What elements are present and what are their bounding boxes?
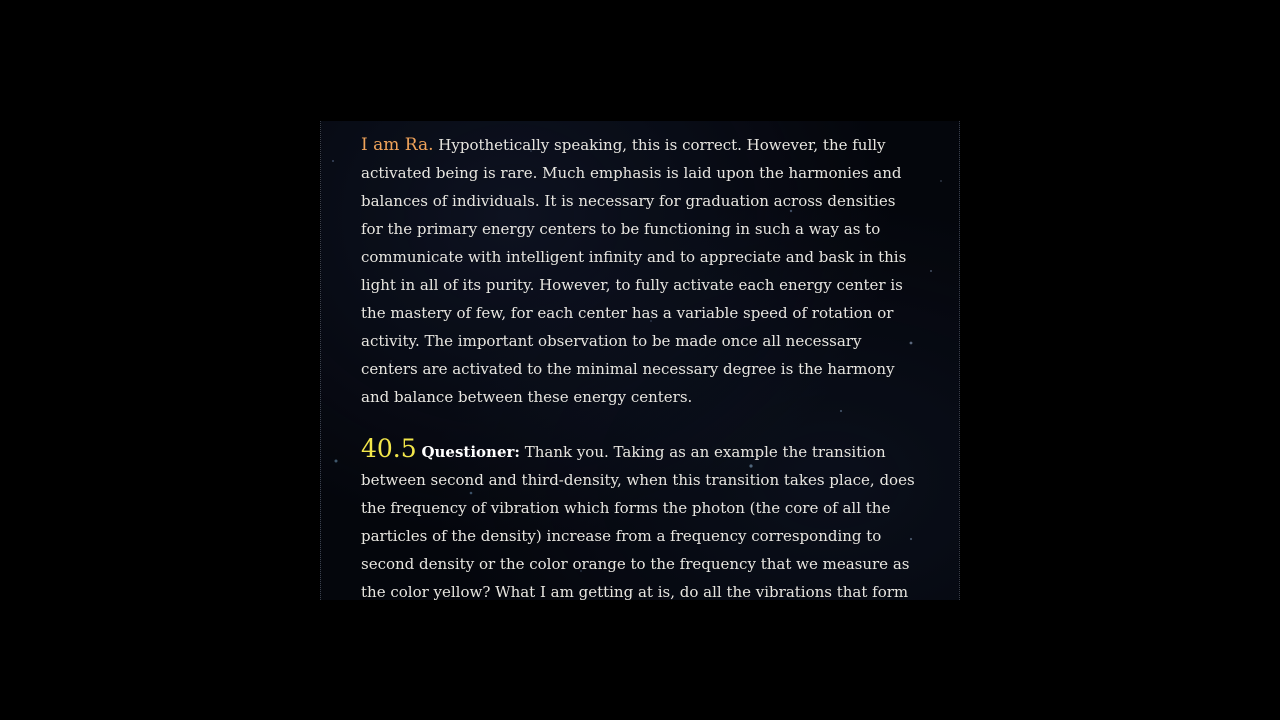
speaker-label-ra: I am Ra. <box>361 135 434 155</box>
reader-panel[interactable] <box>320 121 960 600</box>
question-text: Thank you. Taking as an example the transition between second and third-density, when this transition takes place, does the frequency of vibration which forms the photon (the core of all the particles of the density) increase from a frequency corresponding to second density or the color orange to the frequency that we measure as the color yellow? What I am getting at is, do all the vibrations that form <box>361 443 915 600</box>
speaker-label-questioner: Questioner: <box>421 443 520 461</box>
answer-paragraph <box>361 131 921 411</box>
question-paragraph <box>361 435 921 600</box>
question-number: 40.5 <box>361 434 417 463</box>
transcript-content <box>361 131 921 600</box>
answer-text: Hypothetically speaking, this is correct. However, the fully activated being is rare. Much emphasis is laid upon the harmonies and balances of individuals. It is necessary for graduation across densities for the primary energy centers to be functioning in such a way as to communicate with intelligent infinity and to appreciate and bask in this light in all of its purity. However, to fully activate each energy center is the mastery of few, for each center has a variable speed of rotation or activity. The important observation to be made once all necessary centers are activated to the minimal necessary degree is the harmony and balance between these energy centers. <box>361 136 907 406</box>
